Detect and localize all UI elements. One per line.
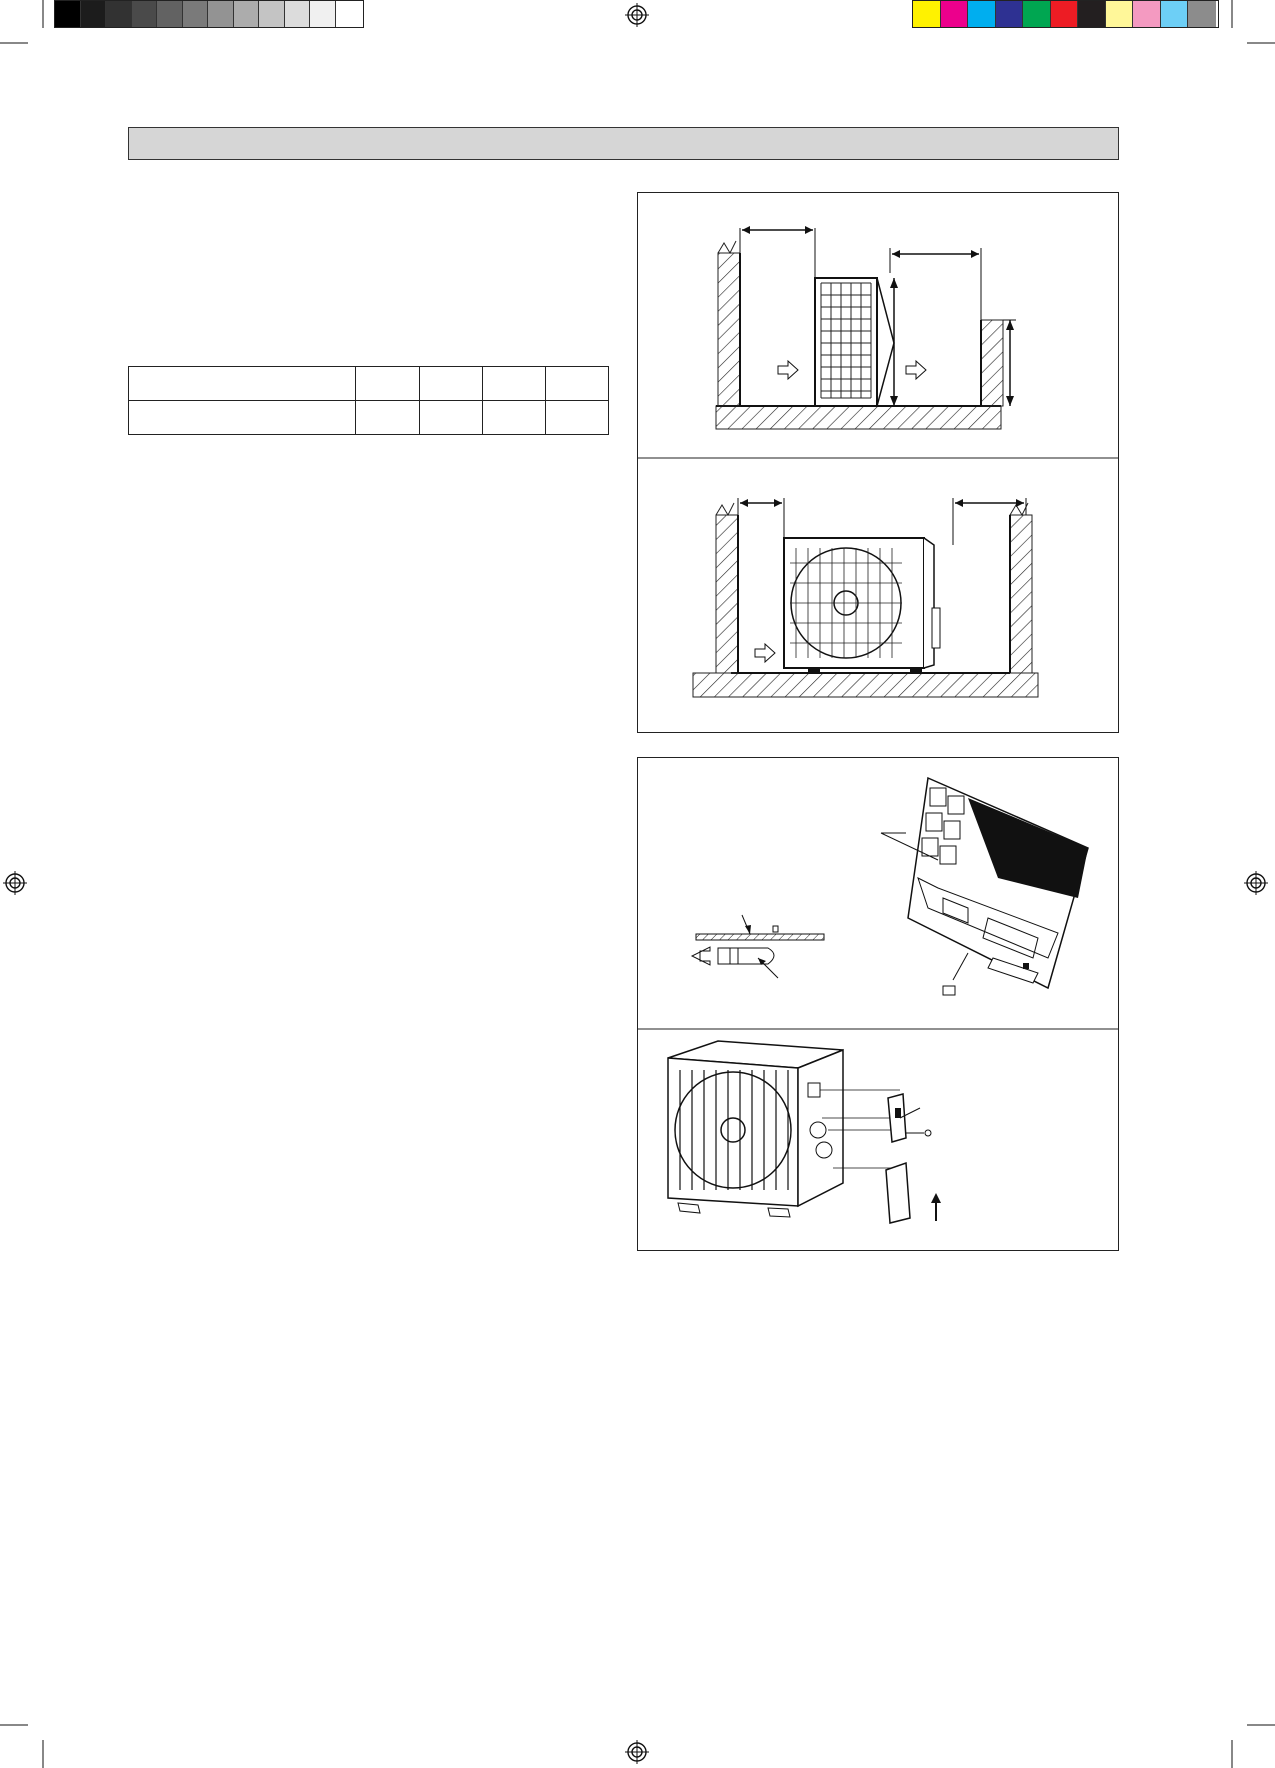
table-row xyxy=(129,367,609,401)
table-cell xyxy=(419,401,482,435)
indoor-unit-diagram xyxy=(881,778,1088,995)
table-cell xyxy=(419,367,482,401)
table-cell xyxy=(356,401,419,435)
side-view-clearance-diagram xyxy=(716,226,1016,429)
table-cell xyxy=(545,401,608,435)
section-header-bar xyxy=(128,127,1119,160)
table-cell xyxy=(545,367,608,401)
outdoor-unit-cover-diagram xyxy=(668,1041,941,1223)
table-cell xyxy=(129,367,356,401)
clearance-spec-table xyxy=(128,366,609,435)
table-row xyxy=(129,401,609,435)
table-cell xyxy=(482,367,545,401)
pipe-detail-diagram xyxy=(692,915,824,978)
table-cell xyxy=(482,401,545,435)
installation-detail-panel xyxy=(637,757,1119,1251)
front-view-clearance-diagram xyxy=(693,498,1038,697)
table-cell xyxy=(356,367,419,401)
table-cell xyxy=(129,401,356,435)
clearance-diagram-panel xyxy=(637,192,1119,733)
